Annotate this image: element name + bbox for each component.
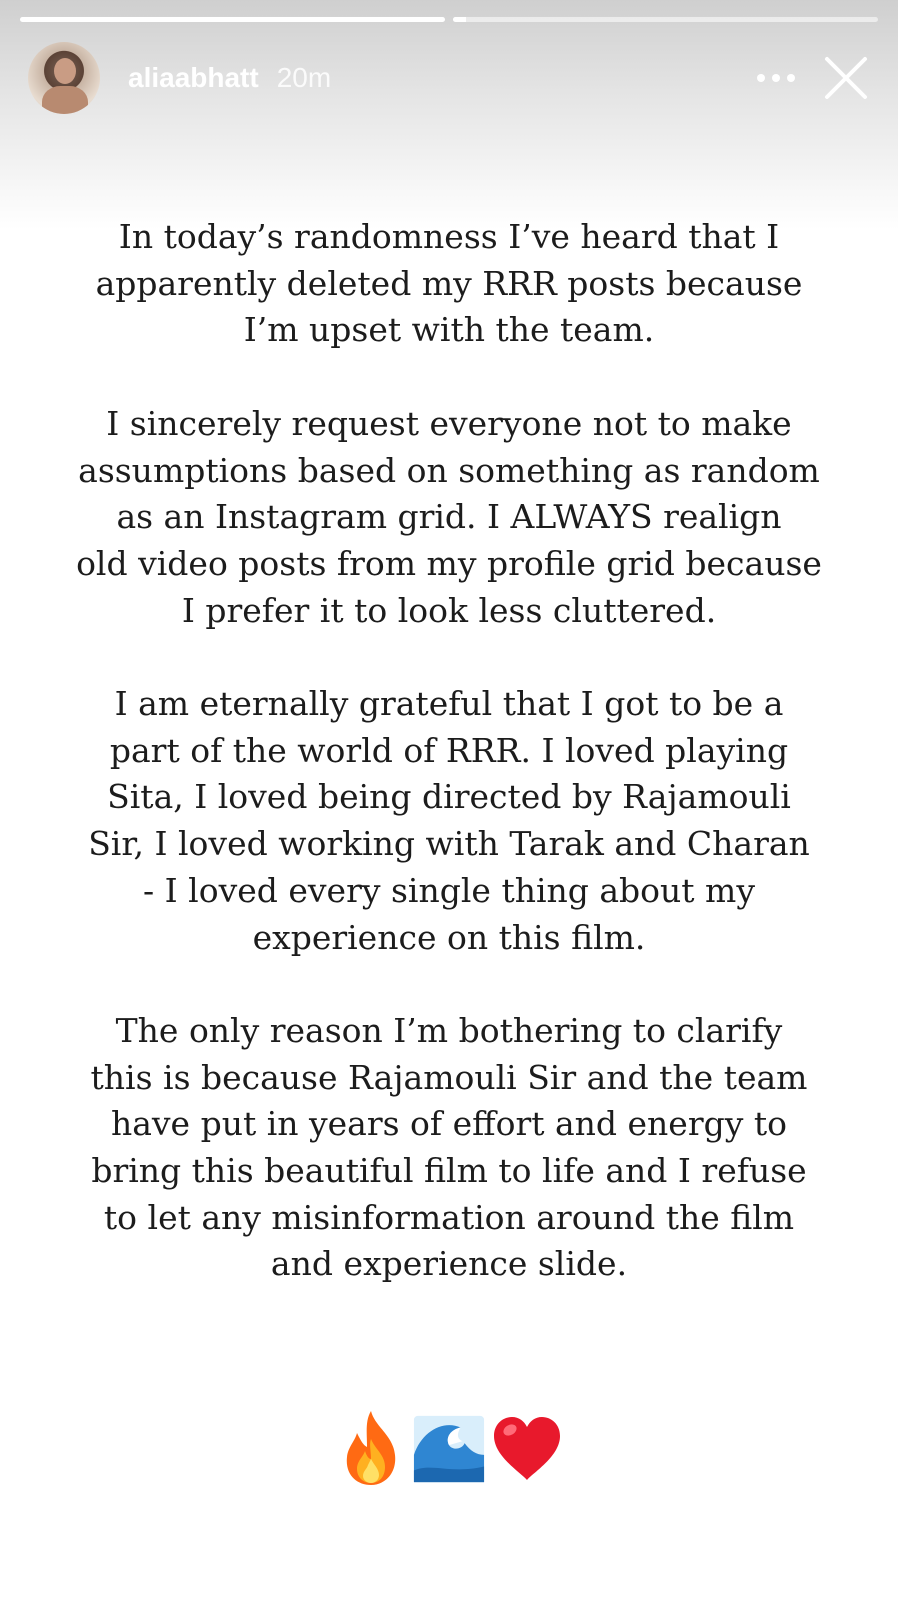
text-line: as an Instagram grid. I ALWAYS realign [116, 497, 782, 537]
post-time: 20m [276, 62, 332, 93]
paragraph-2 [40, 401, 858, 635]
story-text [40, 214, 858, 1335]
text-line: assumptions based on something as random [78, 450, 820, 490]
text-line: I’m upset with the team. [243, 310, 655, 350]
story-progress-bar [20, 17, 878, 23]
fire-emoji [334, 1408, 408, 1488]
emoji-row [0, 1408, 898, 1488]
text-line: bring this beautiful film to life and I refuse [91, 1151, 807, 1191]
text-line: Sir, I loved working with Tarak and Charan [88, 824, 810, 864]
wave-emoji [412, 1408, 486, 1488]
heart-emoji [490, 1408, 564, 1488]
username[interactable]: aliaabhatt [128, 62, 259, 93]
text-line: have put in years of effort and energy to [110, 1104, 788, 1144]
text-line: The only reason I’m bothering to clarify [115, 1010, 783, 1050]
text-line: I prefer it to look less cluttered. [181, 590, 717, 630]
avatar[interactable] [28, 42, 100, 114]
text-line: In today’s randomness I’ve heard that I [118, 217, 780, 256]
text-line: I am eternally grateful that I got to be a [114, 684, 784, 723]
paragraph-4 [40, 1008, 858, 1288]
paragraph-1 [40, 214, 858, 354]
text-line: apparently deleted my RRR posts because [95, 263, 803, 303]
text-line: part of the world of RRR. I loved playing [109, 730, 789, 770]
top-gradient [0, 0, 898, 230]
text-line: and experience slide. [270, 1244, 628, 1284]
story-header [28, 42, 870, 114]
progress-segment-2 [453, 17, 878, 22]
progress-segment-1 [20, 17, 445, 22]
more-options-icon[interactable] [754, 58, 798, 98]
text-line: to let any misinformation around the film [103, 1197, 795, 1237]
text-line: Sita, I loved being directed by Rajamouli [107, 777, 791, 817]
text-line: - I loved every single thing about my [143, 870, 755, 910]
text-line: old video posts from my profile grid because [76, 543, 822, 583]
paragraph-3 [40, 681, 858, 961]
text-line: I sincerely request everyone not to make [106, 403, 792, 443]
close-icon[interactable] [822, 54, 870, 102]
text-line: this is because Rajamouli Sir and the team [90, 1057, 808, 1097]
text-line: experience on this film. [252, 917, 646, 957]
